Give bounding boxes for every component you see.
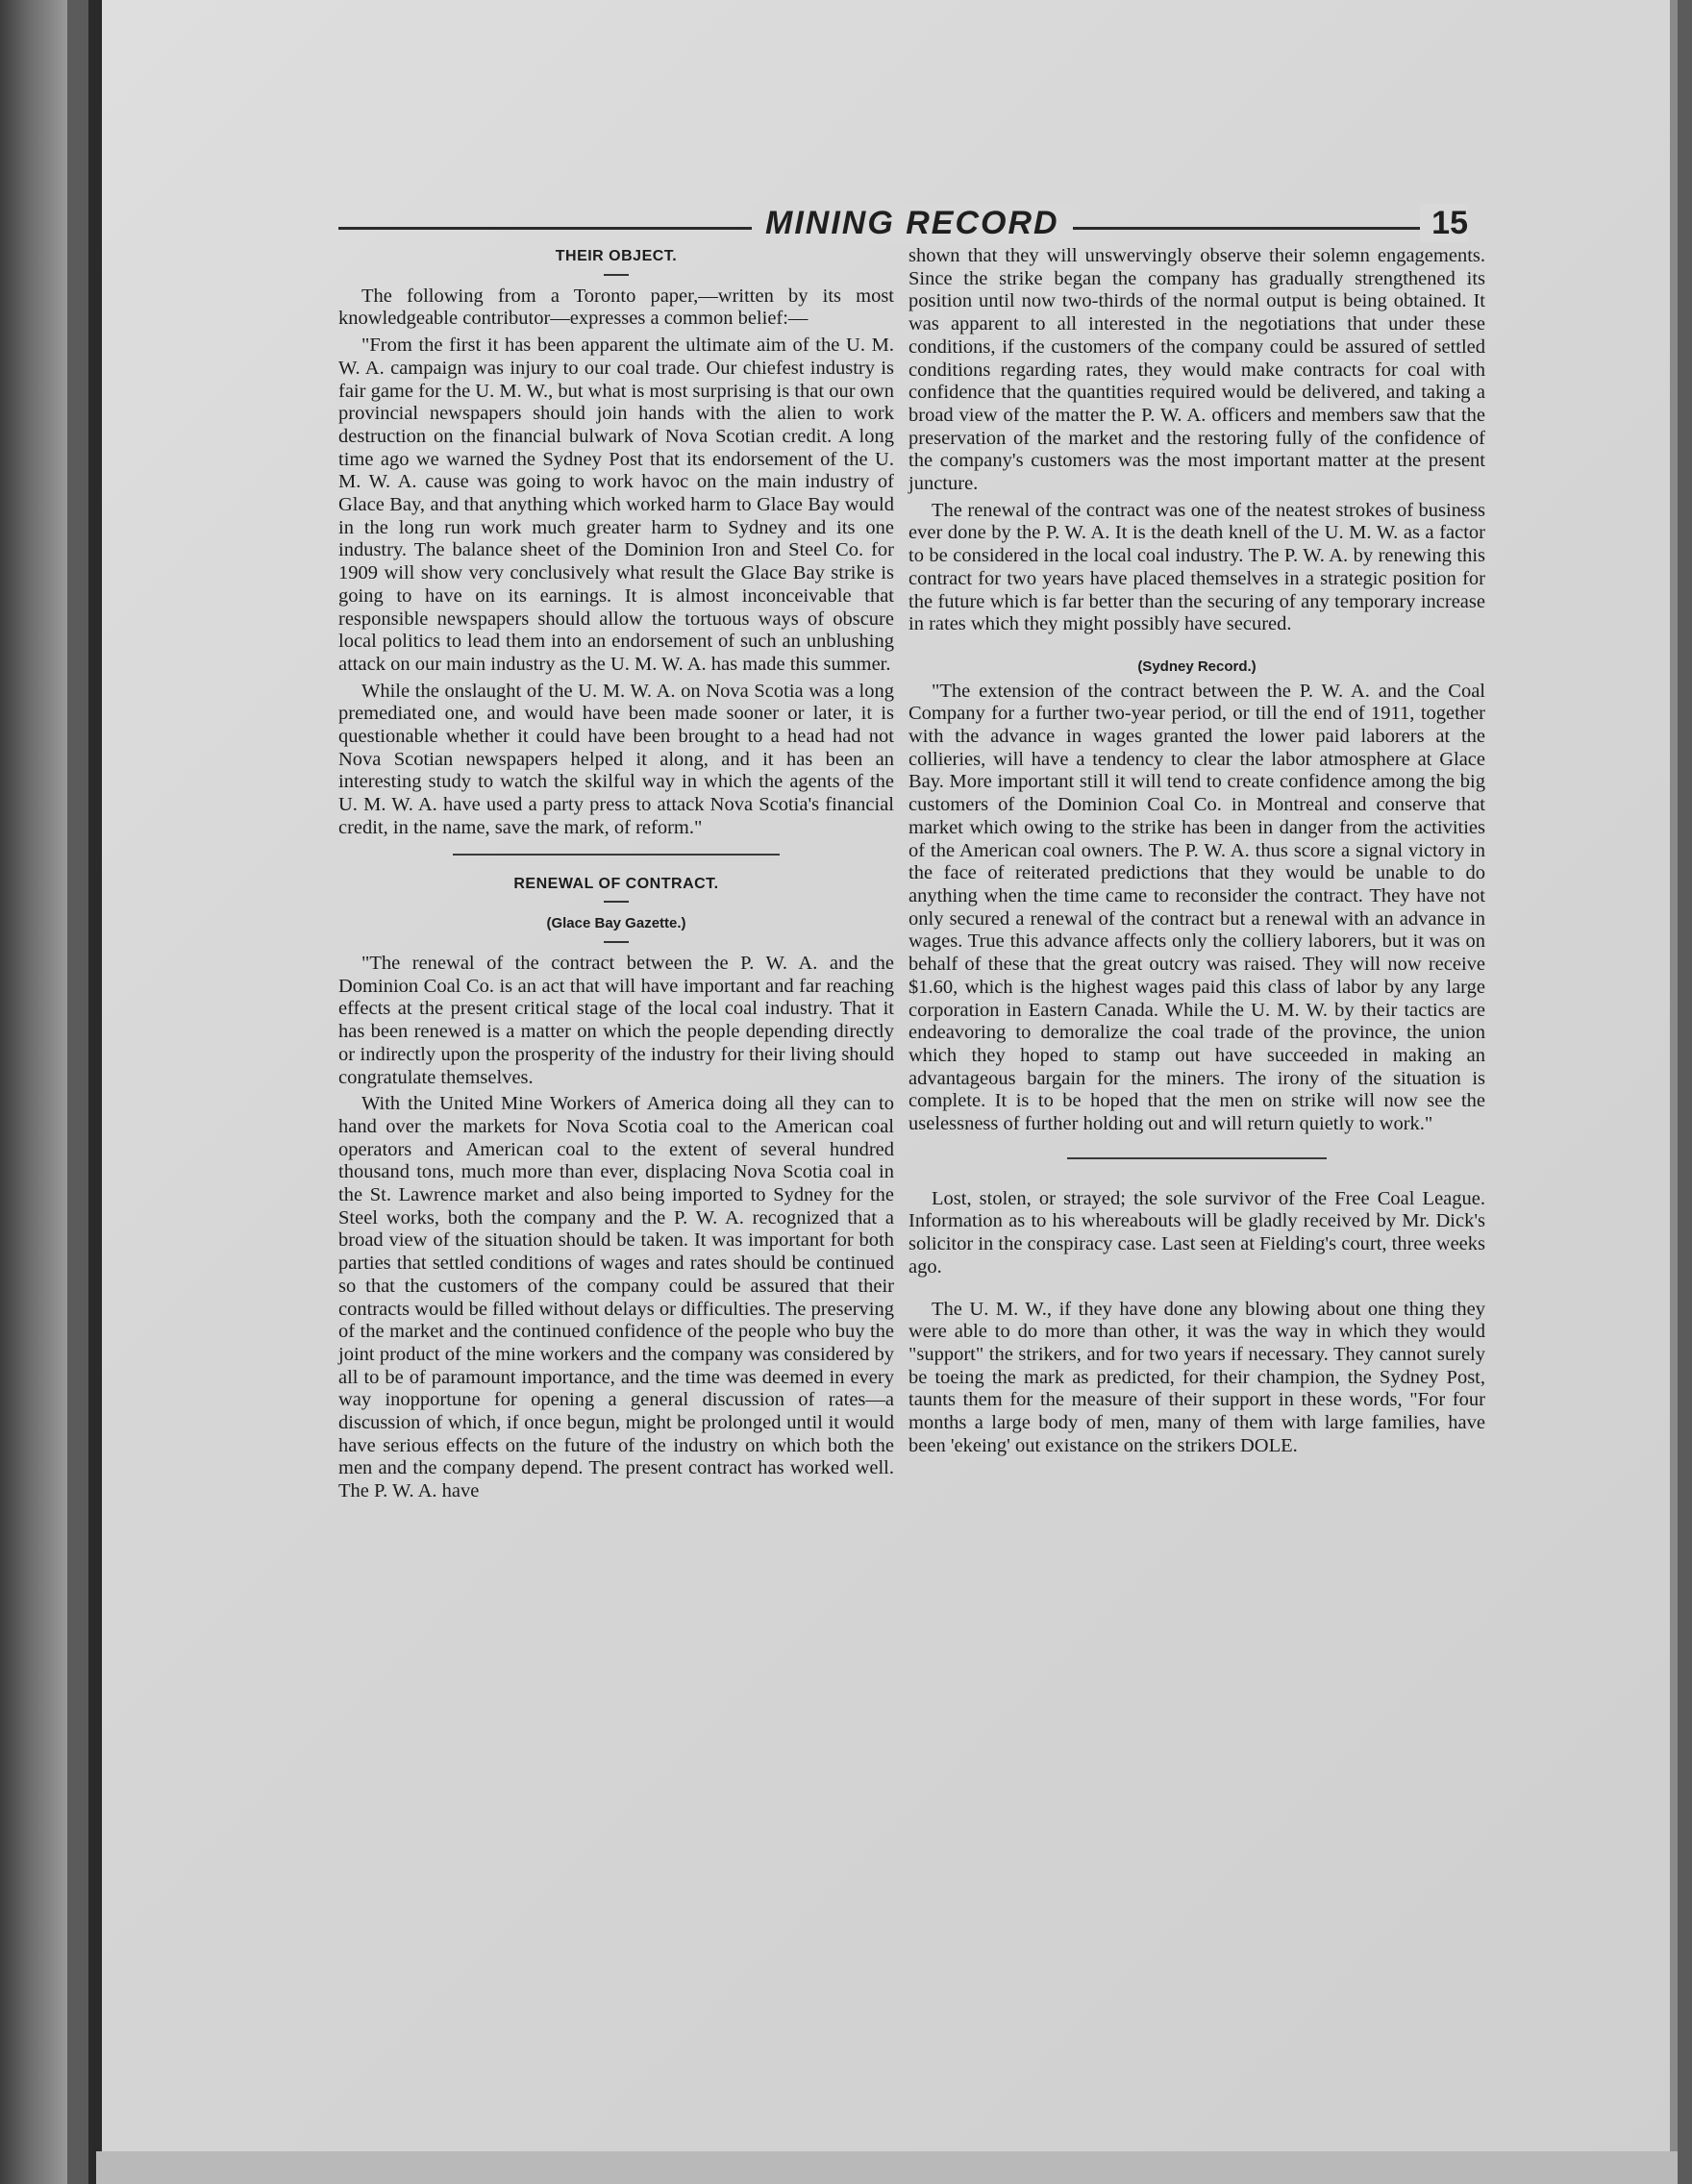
paragraph: "The renewal of the contract between the P. W. A. and the Dominion Coal Co. is an act that will have important and far reaching effects at the present critical stage of the local coal industry. That it has been renewed is a matter on which the people depending directly or indirectly upon the prosperity of the industry for their living should congratulate themselves. xyxy=(338,952,894,1088)
section-divider xyxy=(1067,1157,1327,1159)
publication-title: MINING RECORD xyxy=(752,204,1073,242)
notice-paragraph: Lost, stolen, or strayed; the sole survivor of the Free Coal League. Information as to his whereabouts will be gladly received by Mr. Dick's solicitor in the conspiracy case. Last seen at Fielding's court, three weeks ago. xyxy=(908,1187,1485,1278)
binding-shadow xyxy=(0,0,67,2184)
paragraph: shown that they will unswervingly observe their solemn engagements. Since the strike began the company has gradually strengthened its position until now two-thirds of the normal output is being obtained. It was apparent to all interested in the negotiations that under these conditions, if the customers of the company could be assured of settled conditions regarding rates, they would make contracts for coal with confidence that the quantities required would be delivered, and taking a broad view of the matter the P. W. A. officers and members saw that the preservation of the market and the restoring fully of the confidence of the company's customers was the most important matter at the present juncture. xyxy=(908,245,1485,495)
page-header xyxy=(338,204,1468,242)
article-source-glace-bay-gazette: (Glace Bay Gazette.) xyxy=(546,915,686,932)
spacer xyxy=(908,640,1485,656)
heading-dash xyxy=(604,274,629,276)
paragraph: The following from a Toronto paper,—written by its most knowledgeable contributor—expresses a common belief:— xyxy=(338,285,894,330)
article-heading-renewal-of-contract: RENEWAL OF CONTRACT. xyxy=(513,875,719,892)
paragraph: "The extension of the contract between the P. W. A. and the Coal Company for a further two-year period, or till the end of 1911, together with the advance in wages granted the lower paid laborers at the collieries, will have a tendency to clear the labor atmosphere at Glace Bay. More important still it will tend to create confidence among the big customers of the Dominion Coal Co. in Montreal and conserve that market which owing to the strike has been in danger from the activities of the American coal owners. The P. W. A. thus score a signal victory in the face of reiterated predictions that they would be unable to do anything when the time came to reconsider the contract. They have not only secured a renewal of the contract but a renewal with an advance in wages. True this advance affects only the colliery laborers, but it was on behalf of these that the great outcry was raised. They will now receive $1.60, which is the highest wages paid this class of labor by any large corporation in Eastern Canada. While the U. M. W. by their tactics are endeavoring to demoralize the coal trade of the province, the union which they hoped to stamp out have succeeded in making an advantageous bargain for the miners. The irony of the situation is complete. It is to be hoped that the men on strike will now see the uselessness of further holding out and will return quietly to work." xyxy=(908,680,1485,1135)
page-number: 15 xyxy=(1420,204,1468,242)
heading-dash xyxy=(604,941,629,943)
left-column xyxy=(338,245,894,1507)
notice-paragraph: The U. M. W., if they have done any blowing about one thing they were able to do more than other, it was the way in which they would "support" the strikers, and for two years if necessary. They cannot surely be toeing the mark as predicted, for their champion, the Sydney Post, taunts them for the measure of their support in these words, "For four months a large body of men, many of them with large families, have been 'ekeing' out existance on the strikers DOLE. xyxy=(908,1298,1485,1456)
spacer xyxy=(908,1283,1485,1299)
binding-edge xyxy=(88,0,102,2184)
heading-dash xyxy=(604,901,629,903)
section-divider xyxy=(453,854,780,856)
paragraph: The renewal of the contract was one of the neatest strokes of business ever done by the P. W. A. It is the death knell of the U. M. W. as a factor to be considered in the local coal industry. The P. W. A. by renewing this contract for two years have placed themselves in a strategic position for the future which is far better than the securing of any temporary increase in rates which they might possibly have secured. xyxy=(908,499,1485,635)
article-source-sydney-record: (Sydney Record.) xyxy=(1137,658,1257,675)
paragraph: "From the first it has been apparent the ultimate aim of the U. M. W. A. campaign was injury to our coal trade. Our chiefest industry is fair game for the U. M. W., but what is most surprising is that our own provincial newspapers should join hands with the alien to work destruction on the financial bulwark of Nova Scotian credit. A long time ago we warned the Sydney Post that its endorsement of the U. M. W. A. cause was going to work havoc on the main industry of Glace Bay, and that anything which worked harm to Glace Bay would in the long run work much greater harm to Sydney and its one industry. The balance sheet of the Dominion Iron and Steel Co. for 1909 will show very conclusively what result the Glace Bay strike is going to have on its earnings. It is almost inconceivable that responsible newspapers should allow the tortuous ways of obscure local politics to lead them into an endorsement of such an unblushing attack on our main industry as the U. M. W. A. has made this summer. xyxy=(338,335,894,675)
paragraph: While the onslaught of the U. M. W. A. on Nova Scotia was a long premediated one, and would have been made sooner or later, it is questionable whether it could have been brought to a head had not Nova Scotian newspapers helped it along, and it has been an interesting study to watch the skilful way in which the agents of the U. M. W. A. have used a party press to attack Nova Scotia's financial credit, in the name, save the mark, of reform." xyxy=(338,680,894,838)
right-column xyxy=(908,245,1485,1461)
page-bottom-edge xyxy=(96,2151,1678,2184)
paragraph: With the United Mine Workers of America doing all they can to hand over the markets for Nova Scotia coal to the American coal operators and American coal to the extent of several hundred thousand tons, much more than ever, displacing Nova Scotia coal in the St. Lawrence market and also being imported to Sydney for the Steel works, both the company and the P. W. A. recognized that a broad view of the situation should be taken. It was important for both parties that settled conditions of wages and rates should be continued so that the customers of the company could be assured that their contracts would be filled without delays or difficulties. The preserving of the market and the continued confidence of the people who buy the joint product of the mine workers and the company was considered by all to be of paramount importance, and the time was deemed in every way inopportune for opening a general discussion of rates—a discussion of which, if once begun, might be prolonged until it would have serious effects on the future of the industry on which both the men and the company depend. The present contract has worked well. The P. W. A. have xyxy=(338,1093,894,1502)
article-heading-their-object: THEIR OBJECT. xyxy=(555,248,678,264)
